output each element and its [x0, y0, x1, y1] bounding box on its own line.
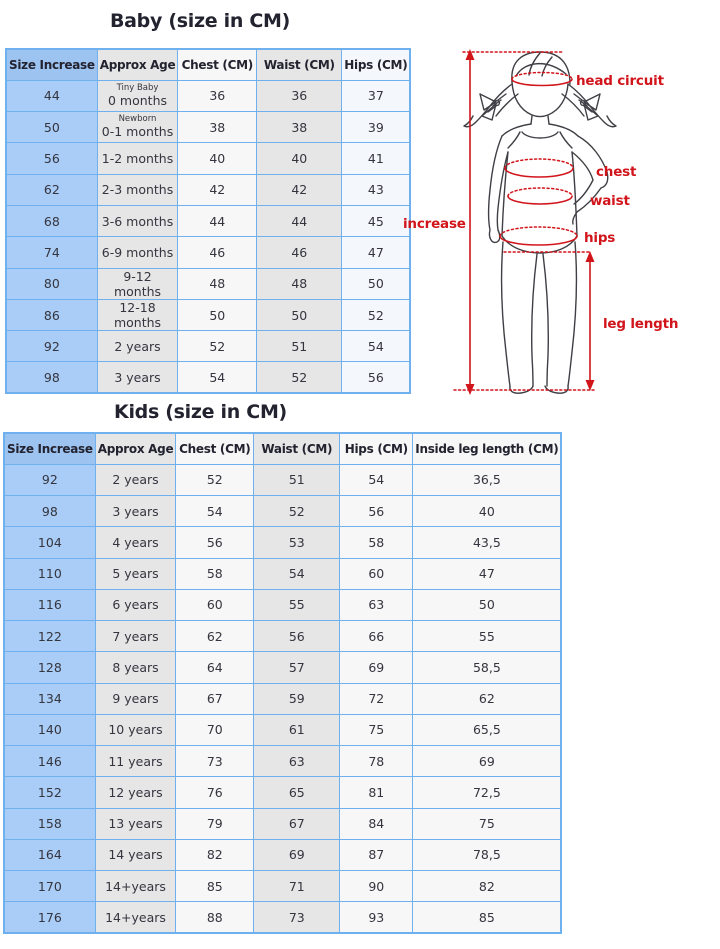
- cell-hips: 84: [340, 808, 413, 839]
- cell-waist: 59: [254, 683, 340, 714]
- hips-ellipse-dotted: [500, 227, 577, 236]
- cell-age: 9 years: [95, 683, 176, 714]
- cell-waist: 51: [254, 464, 340, 495]
- cell-leg: 50: [413, 589, 562, 620]
- cell-age: 6-9 months: [97, 237, 178, 268]
- cell-age: 14 years: [95, 839, 176, 870]
- cell-age: 2 years: [95, 464, 176, 495]
- cell-leg: 58,5: [413, 652, 562, 683]
- cell-hips: 87: [340, 839, 413, 870]
- cell-waist: 69: [254, 839, 340, 870]
- waist-label: waist: [590, 193, 630, 209]
- cell-size: 68: [6, 205, 97, 236]
- cell-size: 98: [6, 362, 97, 393]
- cell-hips: 75: [340, 714, 413, 745]
- cell-age: [97, 112, 178, 143]
- kids-size-table: [3, 432, 562, 934]
- baby-table-title: Baby (size in CM): [109, 10, 291, 32]
- cell-age: 3-6 months: [97, 205, 178, 236]
- cell-waist: 42: [257, 174, 342, 205]
- column-header: Hips (CM): [342, 49, 411, 80]
- cell-chest: 56: [176, 527, 254, 558]
- cell-hips: 63: [340, 589, 413, 620]
- cell-chest: 85: [176, 871, 254, 902]
- cell-age: 8 years: [95, 652, 176, 683]
- cell-age: 10 years: [95, 714, 176, 745]
- table-row: [6, 362, 410, 393]
- table-row: [6, 80, 410, 111]
- cell-leg: 85: [413, 902, 562, 933]
- increase-arrowhead-top: [466, 49, 475, 60]
- column-header: Approx Age: [97, 49, 178, 80]
- waist-ellipse: [508, 196, 572, 204]
- cell-chest: 52: [178, 331, 257, 362]
- cell-size: 122: [4, 621, 95, 652]
- cell-hips: 58: [340, 527, 413, 558]
- table-row: [4, 464, 561, 495]
- cell-size: 116: [4, 589, 95, 620]
- table-row: [4, 496, 561, 527]
- cell-size: 140: [4, 714, 95, 745]
- cell-size: 80: [6, 268, 97, 299]
- cell-chest: 48: [178, 268, 257, 299]
- cell-size: 176: [4, 902, 95, 933]
- table-row: [4, 558, 561, 589]
- cell-chest: 73: [176, 746, 254, 777]
- cell-waist: 63: [254, 746, 340, 777]
- cell-waist: 51: [257, 331, 342, 362]
- cell-waist: 52: [254, 496, 340, 527]
- cell-leg: 75: [413, 808, 562, 839]
- cell-hips: 54: [340, 464, 413, 495]
- cell-waist: 73: [254, 902, 340, 933]
- age-value: 0 months: [108, 92, 168, 108]
- column-header: Chest (CM): [176, 433, 254, 464]
- cell-waist: 57: [254, 652, 340, 683]
- cell-leg: 62: [413, 683, 562, 714]
- table-row: [4, 808, 561, 839]
- cell-waist: 48: [257, 268, 342, 299]
- age-value: 0-1 months: [101, 123, 174, 139]
- hair-outline: [512, 52, 570, 84]
- cell-chest: 64: [176, 652, 254, 683]
- cell-leg: 78,5: [413, 839, 562, 870]
- column-header: Inside leg length (CM): [413, 433, 562, 464]
- table-row: [6, 205, 410, 236]
- header-row: [4, 433, 561, 464]
- hips-label: hips: [584, 230, 616, 246]
- tank-top: [502, 132, 577, 236]
- cell-chest: 62: [176, 621, 254, 652]
- header-row: [6, 49, 410, 80]
- cell-hips: 66: [340, 621, 413, 652]
- table-row: [6, 112, 410, 143]
- cell-hips: 47: [342, 237, 411, 268]
- table-row: [4, 621, 561, 652]
- column-header: Size Increase: [6, 49, 97, 80]
- column-header: Hips (CM): [340, 433, 413, 464]
- cell-age: 9-12 months: [97, 268, 178, 299]
- cell-hips: 56: [340, 496, 413, 527]
- cell-age: 14+years: [95, 871, 176, 902]
- cell-age: 3 years: [97, 362, 178, 393]
- shoulder-lines: [502, 124, 578, 136]
- cell-size: 158: [4, 808, 95, 839]
- cell-waist: 46: [257, 237, 342, 268]
- cell-hips: 60: [340, 558, 413, 589]
- cell-size: 98: [4, 496, 95, 527]
- cell-hips: 41: [342, 143, 411, 174]
- column-header: Size Increase: [4, 433, 95, 464]
- cell-size: 152: [4, 777, 95, 808]
- cell-chest: 52: [176, 464, 254, 495]
- waist-ellipse-dotted: [508, 188, 572, 196]
- cell-chest: 54: [178, 362, 257, 393]
- head-circuit-label: head circuit: [576, 73, 664, 89]
- cell-chest: 88: [176, 902, 254, 933]
- cell-hips: 50: [342, 268, 411, 299]
- cell-chest: 76: [176, 777, 254, 808]
- cell-size: 128: [4, 652, 95, 683]
- face-outline: [512, 82, 568, 117]
- cell-size: 62: [6, 174, 97, 205]
- cell-chest: 54: [176, 496, 254, 527]
- cell-chest: 82: [176, 839, 254, 870]
- table-row: [6, 174, 410, 205]
- cell-leg: 40: [413, 496, 562, 527]
- table-row: [4, 746, 561, 777]
- cell-chest: 36: [178, 80, 257, 111]
- cell-age: 13 years: [95, 808, 176, 839]
- cell-waist: 55: [254, 589, 340, 620]
- cell-waist: 65: [254, 777, 340, 808]
- cell-hips: 81: [340, 777, 413, 808]
- girl-outline-drawing: [464, 52, 616, 393]
- table-row: [4, 589, 561, 620]
- cell-age: 2-3 months: [97, 174, 178, 205]
- cell-chest: 50: [178, 299, 257, 330]
- cell-age: 11 years: [95, 746, 176, 777]
- cell-hips: 56: [342, 362, 411, 393]
- cell-size: 56: [6, 143, 97, 174]
- cell-age: 7 years: [95, 621, 176, 652]
- table-row: [4, 714, 561, 745]
- cell-chest: 70: [176, 714, 254, 745]
- cell-size: 92: [4, 464, 95, 495]
- column-header: Approx Age: [95, 433, 176, 464]
- leg-length-label: leg length: [603, 316, 679, 332]
- table-row: [4, 652, 561, 683]
- cell-hips: 72: [340, 683, 413, 714]
- cell-age: 1-2 months: [97, 143, 178, 174]
- column-header: Waist (CM): [257, 49, 342, 80]
- table-row: [4, 839, 561, 870]
- cell-size: 104: [4, 527, 95, 558]
- cell-leg: 82: [413, 871, 562, 902]
- cell-chest: 40: [178, 143, 257, 174]
- cell-waist: 52: [257, 362, 342, 393]
- left-leg: [502, 242, 537, 386]
- cell-age: 6 years: [95, 589, 176, 620]
- cell-hips: 39: [342, 112, 411, 143]
- cell-size: 146: [4, 746, 95, 777]
- age-note: Tiny Baby: [116, 82, 159, 93]
- cell-leg: 72,5: [413, 777, 562, 808]
- cell-age: 2 years: [97, 331, 178, 362]
- cell-waist: 67: [254, 808, 340, 839]
- chest-ellipse: [505, 168, 573, 177]
- column-header: Waist (CM): [254, 433, 340, 464]
- cell-size: 86: [6, 299, 97, 330]
- cell-waist: 61: [254, 714, 340, 745]
- table-row: [4, 777, 561, 808]
- table-row: [6, 299, 410, 330]
- cell-age: [97, 80, 178, 111]
- cell-size: 164: [4, 839, 95, 870]
- column-header: Chest (CM): [178, 49, 257, 80]
- cell-size: 74: [6, 237, 97, 268]
- cell-hips: 45: [342, 205, 411, 236]
- cell-leg: 69: [413, 746, 562, 777]
- cell-hips: 78: [340, 746, 413, 777]
- cell-waist: 53: [254, 527, 340, 558]
- cell-waist: 50: [257, 299, 342, 330]
- table-row: [4, 902, 561, 933]
- chest-ellipse-dotted: [505, 159, 573, 168]
- kids-table-title: Kids (size in CM): [114, 401, 287, 423]
- measurement-illustration: [400, 40, 716, 400]
- cell-age: 14+years: [95, 902, 176, 933]
- cell-hips: 52: [342, 299, 411, 330]
- cell-hips: 90: [340, 871, 413, 902]
- cell-size: 134: [4, 683, 95, 714]
- child-measurement-diagram: [400, 40, 716, 400]
- cell-leg: 43,5: [413, 527, 562, 558]
- baby-size-table: [5, 48, 411, 394]
- cell-age: 12 years: [95, 777, 176, 808]
- cell-size: 110: [4, 558, 95, 589]
- right-arm: [572, 136, 608, 224]
- chest-label: chest: [596, 164, 637, 180]
- cell-age: 4 years: [95, 527, 176, 558]
- cell-waist: 54: [254, 558, 340, 589]
- cell-age: 5 years: [95, 558, 176, 589]
- cell-hips: 54: [342, 331, 411, 362]
- cell-chest: 42: [178, 174, 257, 205]
- cell-waist: 40: [257, 143, 342, 174]
- table-row: [4, 527, 561, 558]
- cell-chest: 79: [176, 808, 254, 839]
- cell-waist: 71: [254, 871, 340, 902]
- table-row: [6, 143, 410, 174]
- increase-label: increase: [403, 216, 466, 232]
- table-row: [6, 237, 410, 268]
- cell-size: 170: [4, 871, 95, 902]
- cell-size: 50: [6, 112, 97, 143]
- cell-chest: 38: [178, 112, 257, 143]
- cell-chest: 67: [176, 683, 254, 714]
- cell-waist: 44: [257, 205, 342, 236]
- table-row: [4, 683, 561, 714]
- table-row: [6, 268, 410, 299]
- cell-leg: 65,5: [413, 714, 562, 745]
- cell-leg: 55: [413, 621, 562, 652]
- cell-waist: 38: [257, 112, 342, 143]
- cell-age: 12-18 months: [97, 299, 178, 330]
- cell-waist: 36: [257, 80, 342, 111]
- cell-size: 92: [6, 331, 97, 362]
- table-row: [4, 871, 561, 902]
- cell-leg: 36,5: [413, 464, 562, 495]
- cell-hips: 93: [340, 902, 413, 933]
- cell-age: 3 years: [95, 496, 176, 527]
- cell-hips: 69: [340, 652, 413, 683]
- cell-hips: 43: [342, 174, 411, 205]
- right-leg: [543, 242, 576, 386]
- cell-chest: 60: [176, 589, 254, 620]
- cell-size: 44: [6, 80, 97, 111]
- cell-waist: 56: [254, 621, 340, 652]
- table-row: [6, 331, 410, 362]
- cell-chest: 44: [178, 205, 257, 236]
- age-note: Newborn: [118, 114, 157, 125]
- cell-chest: 58: [176, 558, 254, 589]
- measurement-overlays: [403, 49, 678, 395]
- cell-hips: 37: [342, 80, 411, 111]
- cell-leg: 47: [413, 558, 562, 589]
- head-circuit-ellipse: [512, 79, 572, 86]
- cell-chest: 46: [178, 237, 257, 268]
- hips-ellipse: [500, 236, 577, 245]
